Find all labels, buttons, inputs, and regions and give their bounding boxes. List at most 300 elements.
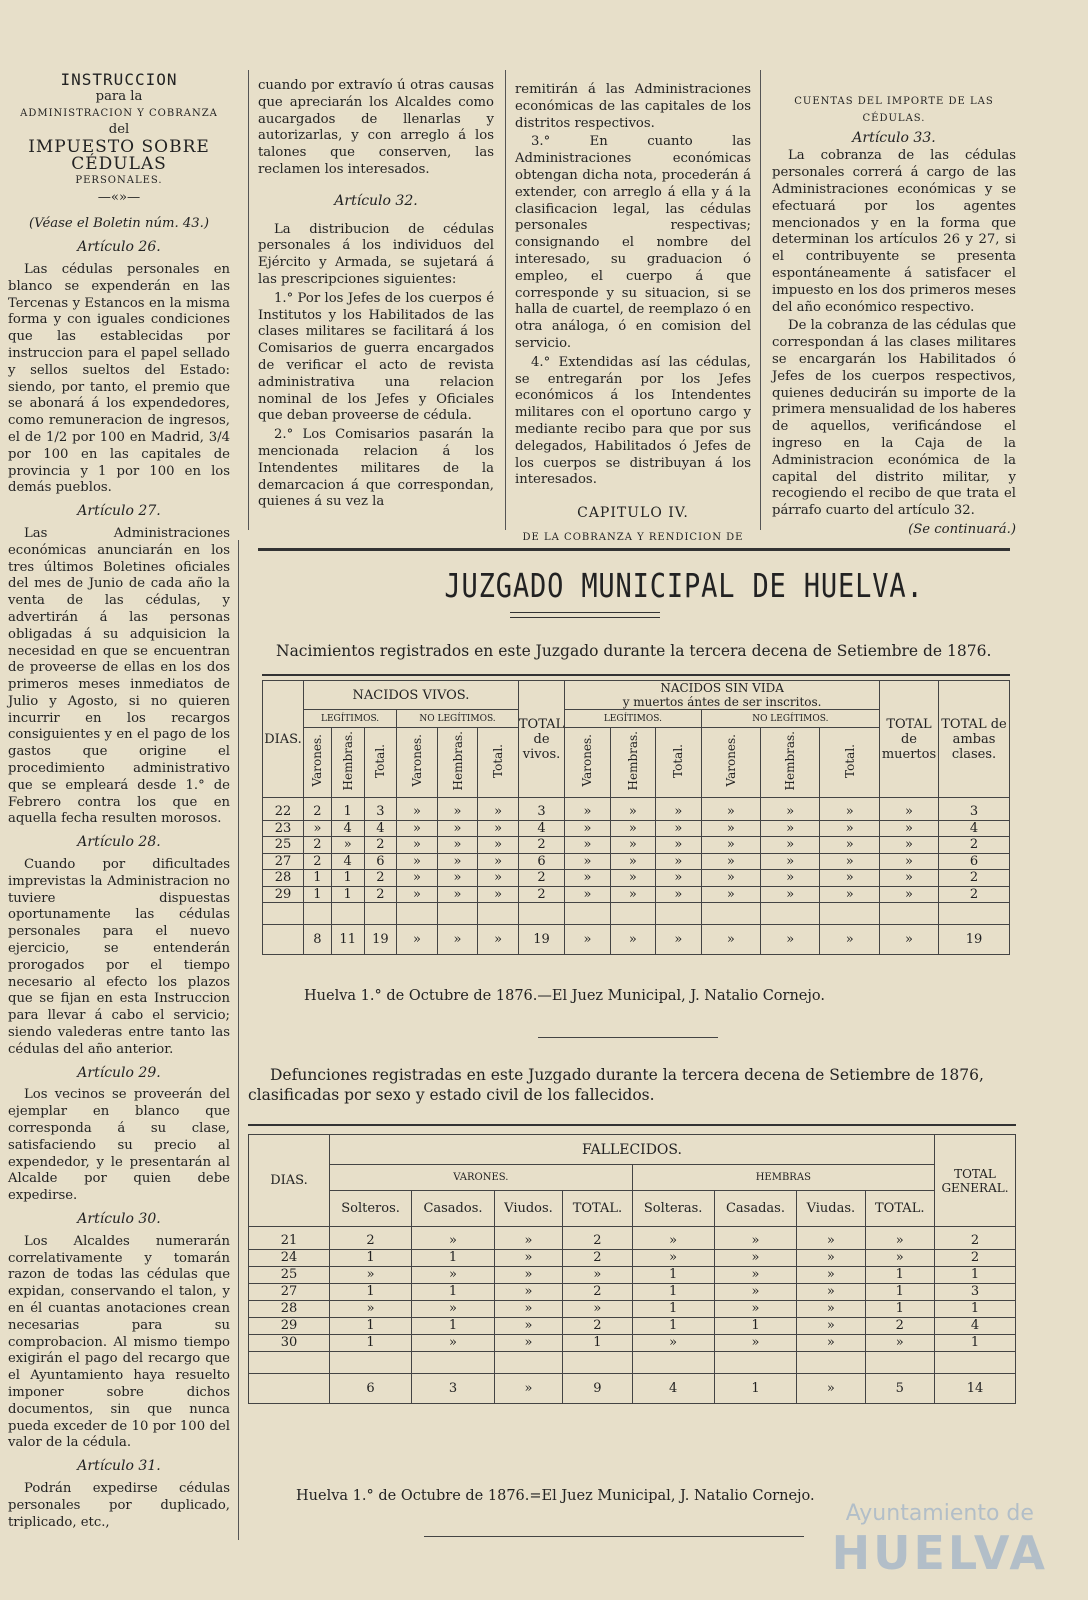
value-cell: » bbox=[563, 1300, 632, 1317]
value-cell: 1 bbox=[331, 886, 364, 903]
totals-row bbox=[249, 1373, 1016, 1403]
value-cell: 1 bbox=[935, 1266, 1016, 1283]
value-cell: » bbox=[330, 1300, 412, 1317]
day-cell: 27 bbox=[249, 1283, 330, 1300]
table-row bbox=[249, 1300, 1016, 1317]
value-cell: » bbox=[494, 1249, 562, 1266]
value-cell: » bbox=[656, 886, 701, 903]
spacer-cell bbox=[714, 1351, 797, 1373]
col-nacidos-vivos: NACIDOS VIVOS. bbox=[304, 681, 519, 710]
table-row bbox=[249, 1227, 1016, 1250]
value-cell: » bbox=[820, 853, 880, 870]
value-cell: » bbox=[610, 853, 655, 870]
value-cell: » bbox=[565, 886, 610, 903]
table-row bbox=[263, 820, 1010, 837]
value-cell: » bbox=[494, 1266, 562, 1283]
spacer-cell bbox=[518, 903, 564, 925]
value-cell: 1 bbox=[331, 870, 364, 887]
value-cell: 3 bbox=[518, 798, 564, 821]
value-cell: » bbox=[478, 886, 519, 903]
value-cell: » bbox=[610, 886, 655, 903]
article-text: 2.° Los Comisarios pasarán la mencionada relacion á los Intendentes militares de la demarcacion á que correspondan, quienes á su vez la bbox=[258, 427, 494, 510]
deaths-caption: Defunciones registradas en este Juzgado durante la tercera decena de Setiembre de 1876, bbox=[270, 1066, 984, 1084]
value-cell: » bbox=[865, 1249, 935, 1266]
solteras-label: Solteras. bbox=[632, 1191, 714, 1227]
column-rule bbox=[505, 70, 506, 530]
value-cell: » bbox=[714, 1283, 797, 1300]
value-cell: 1 bbox=[865, 1300, 935, 1317]
value-cell: » bbox=[610, 820, 655, 837]
total-label: Total. bbox=[842, 743, 857, 778]
total-cell: 3 bbox=[412, 1373, 495, 1403]
spacer-cell bbox=[331, 903, 364, 925]
value-cell: » bbox=[397, 853, 438, 870]
value-cell: » bbox=[437, 798, 478, 821]
spacer-cell bbox=[656, 903, 701, 925]
value-cell: » bbox=[701, 853, 760, 870]
value-cell: » bbox=[714, 1249, 797, 1266]
value-cell: 1 bbox=[865, 1266, 935, 1283]
day-cell: 25 bbox=[263, 837, 304, 854]
value-cell: » bbox=[761, 837, 820, 854]
deaths-caption-2: clasificadas por sexo y estado civil de los fallecidos. bbox=[248, 1086, 655, 1104]
article-text: cuando por extravío ú otras causas que apreciarán los Alcaldes como aucargados de llenarlas y autorizarlas, y con arreglo á los talones que conserven, las reclamen los interesados. bbox=[258, 78, 494, 177]
value-cell: » bbox=[714, 1227, 797, 1250]
value-cell: 1 bbox=[330, 1249, 412, 1266]
value-cell: 1 bbox=[632, 1283, 714, 1300]
article-text: Las Administraciones económicas anunciarán en los tres últimos Boletines oficiales del mes de Junio de cada año la venta de las cédulas, y advertirán á las personas obligadas á su adquisicion la necesidad en que se encuentran de proveerse de ellas en los dos primeros meses inmediatos de Julio y Agosto, si no quieren incurrir en los recargos consiguientes y en el pago de los gastos que origine el procedimiento administrativo que se empleará desde 1.° de Febrero contra los que en aquella fecha resulten morosos. bbox=[8, 525, 230, 827]
value-cell: » bbox=[714, 1300, 797, 1317]
value-cell: » bbox=[761, 820, 820, 837]
article-text: remitirán á las Administraciones económicas de las capitales de los distritos respectivos. bbox=[515, 82, 751, 131]
no-legitimos-label: NO LEGÍTIMOS. bbox=[701, 710, 879, 728]
value-cell: » bbox=[880, 870, 939, 887]
value-cell: 2 bbox=[563, 1317, 632, 1334]
value-cell: » bbox=[880, 798, 939, 821]
value-cell: » bbox=[656, 798, 701, 821]
section-rule bbox=[258, 548, 1010, 551]
total-cell: 5 bbox=[865, 1373, 935, 1403]
value-cell: » bbox=[761, 886, 820, 903]
total-cell: » bbox=[880, 925, 939, 955]
spacer-cell bbox=[939, 903, 1010, 925]
value-cell: » bbox=[880, 837, 939, 854]
total-label: Total. bbox=[491, 743, 506, 778]
value-cell: 1 bbox=[304, 870, 332, 887]
total-cell: » bbox=[701, 925, 760, 955]
value-cell: 2 bbox=[563, 1249, 632, 1266]
column-rule bbox=[238, 540, 239, 1540]
watermark bbox=[832, 1501, 1048, 1580]
value-cell: 1 bbox=[412, 1283, 495, 1300]
value-cell: 4 bbox=[518, 820, 564, 837]
value-cell: » bbox=[397, 886, 438, 903]
value-cell: 2 bbox=[939, 886, 1010, 903]
value-cell: 4 bbox=[364, 820, 397, 837]
col-total-ambas: TOTAL de ambas clases. bbox=[939, 681, 1010, 798]
value-cell: » bbox=[397, 820, 438, 837]
article-heading: Artículo 26. bbox=[77, 239, 161, 256]
separator bbox=[538, 1037, 718, 1038]
article-text: La distribucion de cédulas personales á los individuos del Ejército y Armada, se sujetará á las prescripciones siguientes: bbox=[258, 221, 494, 287]
value-cell: » bbox=[632, 1249, 714, 1266]
value-cell: 2 bbox=[939, 870, 1010, 887]
value-cell: » bbox=[865, 1334, 935, 1351]
total-cell: » bbox=[494, 1373, 562, 1403]
total-cell: » bbox=[656, 925, 701, 955]
heading-line: del bbox=[108, 122, 130, 138]
value-cell: 2 bbox=[304, 798, 332, 821]
value-cell: » bbox=[820, 798, 880, 821]
value-cell: 3 bbox=[364, 798, 397, 821]
value-cell: » bbox=[761, 870, 820, 887]
births-body bbox=[263, 798, 1010, 955]
spacer-cell bbox=[935, 1351, 1016, 1373]
day-cell: 23 bbox=[263, 820, 304, 837]
column-3 bbox=[515, 82, 751, 547]
value-cell: » bbox=[563, 1266, 632, 1283]
total-cell: 1 bbox=[714, 1373, 797, 1403]
watermark-line1: Ayuntamiento de bbox=[845, 1501, 1034, 1526]
value-cell: » bbox=[304, 820, 332, 837]
value-cell: 1 bbox=[632, 1266, 714, 1283]
value-cell: » bbox=[412, 1227, 495, 1250]
value-cell: » bbox=[820, 886, 880, 903]
value-cell: » bbox=[632, 1227, 714, 1250]
value-cell: » bbox=[397, 870, 438, 887]
value-cell: » bbox=[880, 820, 939, 837]
heading-line: PERSONALES. bbox=[75, 174, 163, 186]
hembras-group: HEMBRAS bbox=[632, 1165, 934, 1191]
spacer-cell bbox=[494, 1351, 562, 1373]
table-row bbox=[249, 1249, 1016, 1266]
separator bbox=[424, 1536, 804, 1537]
value-cell: » bbox=[714, 1266, 797, 1283]
varones-label: Varones. bbox=[580, 734, 595, 787]
day-cell: 28 bbox=[263, 870, 304, 887]
total-cell: » bbox=[565, 925, 610, 955]
births-caption: Nacimientos registrados en este Juzgado durante la tercera decena de Setiembre de 1876. bbox=[276, 642, 992, 660]
solteros-label: Solteros. bbox=[330, 1191, 412, 1227]
deaths-body bbox=[249, 1227, 1016, 1404]
chapter-subheading: DE LA COBRANZA Y RENDICION DE bbox=[522, 531, 744, 543]
col-dias: DIAS. bbox=[263, 681, 304, 798]
continuation-note: (Se continuará.) bbox=[908, 521, 1016, 537]
value-cell: 2 bbox=[939, 837, 1010, 854]
value-cell: » bbox=[797, 1300, 865, 1317]
value-cell: » bbox=[610, 798, 655, 821]
day-cell: 29 bbox=[263, 886, 304, 903]
value-cell: 6 bbox=[364, 853, 397, 870]
spacer-cell bbox=[304, 903, 332, 925]
value-cell: » bbox=[880, 886, 939, 903]
value-cell: 1 bbox=[412, 1317, 495, 1334]
value-cell: » bbox=[331, 837, 364, 854]
heading-line: ADMINISTRACION Y COBRANZA bbox=[20, 107, 218, 119]
value-cell: 1 bbox=[330, 1317, 412, 1334]
spacer-cell bbox=[437, 903, 478, 925]
total-cell: » bbox=[478, 925, 519, 955]
day-cell: 29 bbox=[249, 1317, 330, 1334]
value-cell: » bbox=[761, 853, 820, 870]
value-cell: 2 bbox=[935, 1227, 1016, 1250]
value-cell: 2 bbox=[364, 837, 397, 854]
deaths-footer: Huelva 1.° de Octubre de 1876.=El Juez Municipal, J. Natalio Cornejo. bbox=[296, 1488, 815, 1504]
article-text: Los vecinos se proveerán del ejemplar en blanco que corresponda á su clase, satisfaciendo su precio al expendedor, y le presentarán al Alcalde por quien debe expedirse. bbox=[8, 1087, 230, 1204]
spacer-row bbox=[249, 1351, 1016, 1373]
day-cell: 24 bbox=[249, 1249, 330, 1266]
value-cell: » bbox=[437, 837, 478, 854]
total-label: Total. bbox=[373, 743, 388, 778]
value-cell: 6 bbox=[518, 853, 564, 870]
total-cell: » bbox=[610, 925, 655, 955]
table-row bbox=[263, 798, 1010, 821]
value-cell: » bbox=[797, 1283, 865, 1300]
hembras-label: Hembras. bbox=[783, 730, 798, 791]
chapter-heading: CAPITULO IV. bbox=[577, 505, 689, 522]
total-cell: » bbox=[797, 1373, 865, 1403]
section-heading: CUENTAS DEL IMPORTE DE LAS CÉDULAS. bbox=[794, 96, 994, 124]
value-cell: 1 bbox=[330, 1334, 412, 1351]
value-cell: » bbox=[656, 837, 701, 854]
total-cell: 19 bbox=[364, 925, 397, 955]
spacer-cell bbox=[249, 1351, 330, 1373]
value-cell: » bbox=[565, 798, 610, 821]
value-cell: » bbox=[632, 1334, 714, 1351]
article-text: Podrán expedirse cédulas personales por duplicado, triplicado, etc., bbox=[8, 1480, 230, 1530]
value-cell: » bbox=[565, 837, 610, 854]
article-text: Las cédulas personales en blanco se expenderán en las Tercenas y Estancos en la misma forma y con iguales condiciones que las establecidas por instruccion para el papel sellado y sellos sueltos del Estado: siendo, por tanto, el premio que se abonará á los expendedores, como remuneracion de ingresos, el de 1/2 por 100 en Madrid, 3/4 por 100 en las capitales de provincia y 1 por 100 en los demás pueblos. bbox=[8, 261, 230, 496]
column-4 bbox=[772, 94, 1016, 539]
value-cell: » bbox=[437, 853, 478, 870]
column-rule bbox=[248, 70, 249, 530]
legitimos-label: LEGÍTIMOS. bbox=[304, 710, 397, 728]
value-cell: » bbox=[797, 1266, 865, 1283]
day-cell: 22 bbox=[263, 798, 304, 821]
no-legitimos-label: NO LEGÍTIMOS. bbox=[397, 710, 519, 728]
article-heading: Artículo 27. bbox=[77, 503, 161, 520]
value-cell: » bbox=[494, 1283, 562, 1300]
total-cell: 6 bbox=[330, 1373, 412, 1403]
value-cell: » bbox=[714, 1334, 797, 1351]
varones-group: VARONES. bbox=[330, 1165, 633, 1191]
casados-label: Casados. bbox=[412, 1191, 495, 1227]
hembras-label: Hembras. bbox=[625, 730, 640, 791]
spacer-cell bbox=[701, 903, 760, 925]
sin-vida-label: NACIDOS SIN VIDA bbox=[660, 681, 784, 695]
day-cell: 28 bbox=[249, 1300, 330, 1317]
value-cell: » bbox=[494, 1334, 562, 1351]
spacer-cell bbox=[565, 903, 610, 925]
col-total-general: TOTAL GENERAL. bbox=[935, 1135, 1016, 1227]
spacer-cell bbox=[880, 903, 939, 925]
value-cell: 2 bbox=[563, 1283, 632, 1300]
table-row bbox=[263, 886, 1010, 903]
total-cell: 8 bbox=[304, 925, 332, 955]
reference-note: (Véase el Boletin núm. 43.) bbox=[29, 216, 209, 232]
heading-line: para la bbox=[95, 88, 143, 104]
value-cell: » bbox=[437, 870, 478, 887]
value-cell: 2 bbox=[304, 853, 332, 870]
ornament-rule bbox=[510, 612, 660, 618]
hembras-label: Hembras. bbox=[450, 730, 465, 791]
table-row bbox=[263, 837, 1010, 854]
total-cell: 19 bbox=[518, 925, 564, 955]
article-text: La cobranza de las cédulas personales correrá á cargo de las Administraciones económicas y se efectuará por los agentes mencionados y en la forma que determinan los artículos 26 y 27, si el contribuyente se presenta espontáneamente á satisfacer el impuesto en los dos primeros meses del año económico respectivo. bbox=[772, 148, 1016, 315]
total-cell: » bbox=[820, 925, 880, 955]
value-cell: » bbox=[797, 1317, 865, 1334]
value-cell: 1 bbox=[412, 1249, 495, 1266]
spacer-cell bbox=[412, 1351, 495, 1373]
value-cell: » bbox=[797, 1249, 865, 1266]
table-rule bbox=[248, 1124, 1016, 1126]
total-label: TOTAL. bbox=[865, 1191, 935, 1227]
table-rule bbox=[262, 674, 1010, 676]
value-cell: » bbox=[494, 1300, 562, 1317]
value-cell: 1 bbox=[330, 1283, 412, 1300]
article-heading: Artículo 29. bbox=[77, 1064, 161, 1081]
value-cell: » bbox=[820, 820, 880, 837]
value-cell: 2 bbox=[935, 1249, 1016, 1266]
col-total-muertos: TOTAL de muertos bbox=[880, 681, 939, 798]
value-cell: 1 bbox=[714, 1317, 797, 1334]
value-cell: 1 bbox=[563, 1334, 632, 1351]
value-cell: » bbox=[761, 798, 820, 821]
column-2 bbox=[258, 78, 494, 513]
column-rule bbox=[760, 70, 761, 530]
value-cell: » bbox=[701, 820, 760, 837]
value-cell: » bbox=[478, 820, 519, 837]
value-cell: 4 bbox=[939, 820, 1010, 837]
article-text: Los Alcaldes numerarán correlativamente y tomarán razon de todas las cédulas que expidan, conservando el talon, y en él cuantas anotaciones crean necesarias para su comprobacion. Al mismo tiempo exigirán el pago del recargo que el Ayuntamiento haya resuelto imponer sobre dichos documentos, sin que nunca pueda exceder de 10 por 100 del valor de la cédula. bbox=[8, 1233, 230, 1451]
viudos-label: Viudos. bbox=[494, 1191, 562, 1227]
value-cell: » bbox=[820, 870, 880, 887]
article-text: De la cobranza de las cédulas que correspondan á las clases militares se encargarán los Habilitados ó Jefes de los cuerpos respectivos, quienes deducirán su importe de la primera mensualidad de los haberes de aquellos, verificándose el ingreso en la Caja de la Administracion económica de la capital del distrito militar, y recogiendo el recibo de que trata el párrafo cuarto del artículo 32. bbox=[772, 318, 1016, 519]
value-cell: » bbox=[397, 798, 438, 821]
total-cell: 9 bbox=[563, 1373, 632, 1403]
value-cell: » bbox=[701, 870, 760, 887]
varones-label: Varones. bbox=[723, 734, 738, 787]
instruccion-title: INSTRUCCION bbox=[60, 70, 178, 89]
total-cell bbox=[263, 925, 304, 955]
spacer-cell bbox=[865, 1351, 935, 1373]
table-row bbox=[249, 1266, 1016, 1283]
article-heading: Artículo 28. bbox=[77, 834, 161, 851]
ornament: —«»— bbox=[97, 189, 141, 205]
spacer-cell bbox=[632, 1351, 714, 1373]
value-cell: » bbox=[565, 820, 610, 837]
value-cell: » bbox=[656, 853, 701, 870]
table-row bbox=[249, 1317, 1016, 1334]
value-cell: » bbox=[412, 1300, 495, 1317]
total-cell: » bbox=[397, 925, 438, 955]
value-cell: 4 bbox=[331, 853, 364, 870]
day-cell: 25 bbox=[249, 1266, 330, 1283]
value-cell: » bbox=[478, 870, 519, 887]
value-cell: 4 bbox=[935, 1317, 1016, 1334]
viudas-label: Viudas. bbox=[797, 1191, 865, 1227]
value-cell: 2 bbox=[518, 886, 564, 903]
article-heading: Artículo 32. bbox=[334, 192, 418, 209]
value-cell: 1 bbox=[865, 1283, 935, 1300]
col-sin-vida bbox=[565, 681, 880, 710]
total-label: TOTAL. bbox=[563, 1191, 632, 1227]
deaths-table bbox=[248, 1134, 1016, 1404]
total-cell: 11 bbox=[331, 925, 364, 955]
value-cell: 2 bbox=[304, 837, 332, 854]
spacer-cell bbox=[330, 1351, 412, 1373]
value-cell: » bbox=[880, 853, 939, 870]
value-cell: » bbox=[656, 820, 701, 837]
heading-line: IMPUESTO SOBRE CÉDULAS bbox=[28, 137, 210, 174]
value-cell: » bbox=[330, 1266, 412, 1283]
spacer-cell bbox=[820, 903, 880, 925]
total-label: Total. bbox=[671, 743, 686, 778]
value-cell: » bbox=[701, 798, 760, 821]
day-cell: 27 bbox=[263, 853, 304, 870]
value-cell: » bbox=[412, 1266, 495, 1283]
value-cell: » bbox=[478, 798, 519, 821]
juzgado-title: JUZGADO MUNICIPAL DE HUELVA. bbox=[444, 566, 924, 605]
table-row bbox=[249, 1334, 1016, 1351]
day-cell: 21 bbox=[249, 1227, 330, 1250]
article-heading: Artículo 31. bbox=[77, 1458, 161, 1475]
value-cell: » bbox=[478, 853, 519, 870]
article-text: 3.° En cuanto las Administraciones económicas obtengan dicha nota, procederán á extender, con arreglo á ella y á la clasificacion legal, las cédulas personales respectivas; consignando el nombre del interesado, su graduacion ó empleo, el cuerpo á que corresponde y su situacion, si se halla de cuartel, de reemplazo ó en otra análoga, ó en comision del servicio. bbox=[515, 134, 751, 351]
value-cell: » bbox=[397, 837, 438, 854]
value-cell: » bbox=[865, 1227, 935, 1250]
value-cell: 1 bbox=[935, 1334, 1016, 1351]
casadas-label: Casadas. bbox=[714, 1191, 797, 1227]
spacer-cell bbox=[761, 903, 820, 925]
spacer-cell bbox=[797, 1351, 865, 1373]
table-row bbox=[249, 1283, 1016, 1300]
value-cell: 1 bbox=[935, 1300, 1016, 1317]
col-total-vivos: TOTAL de vivos. bbox=[518, 681, 564, 798]
value-cell: » bbox=[610, 837, 655, 854]
col-dias: DIAS. bbox=[249, 1135, 330, 1227]
article-text: 4.° Extendidas así las cédulas, se entregarán por los Jefes económicos á los Intendentes militares con el oportuno cargo y mediante recibo para que por sus delegados, Habilitados ó Jefes de los cuerpos se distribuyan á los interesados. bbox=[515, 354, 751, 488]
total-cell: » bbox=[437, 925, 478, 955]
value-cell: » bbox=[701, 886, 760, 903]
value-cell: » bbox=[610, 870, 655, 887]
births-table bbox=[262, 680, 1010, 955]
value-cell: 1 bbox=[304, 886, 332, 903]
value-cell: 1 bbox=[331, 798, 364, 821]
article-heading: Artículo 30. bbox=[77, 1211, 161, 1227]
value-cell: 2 bbox=[865, 1317, 935, 1334]
sin-vida-sublabel: y muertos ántes de ser inscritos. bbox=[622, 695, 822, 709]
article-text: Cuando por dificultades imprevistas la Administracion no tuviere dispuestas oportunamente las cédulas personales para el nuevo ejercicio, se entenderán prorogados por el tiempo necesario al efecto los plazos que se fijan en esta Instruccion para llevar á cabo el servicio; siendo valederas entre tanto las cédulas del año anterior. bbox=[8, 857, 230, 1057]
value-cell: 2 bbox=[364, 870, 397, 887]
value-cell: » bbox=[565, 870, 610, 887]
table-row bbox=[263, 853, 1010, 870]
value-cell: » bbox=[797, 1227, 865, 1250]
value-cell: 4 bbox=[331, 820, 364, 837]
article-text: 1.° Por los Jefes de los cuerpos é Institutos y los Habilitados de las clases militares se facilitará á los Comisarios de guerra encargados de verificar el acto de revista administrativa una relacion nominal de los Jefes y Oficiales que deban proveerse de cédula. bbox=[258, 290, 494, 424]
value-cell: » bbox=[494, 1227, 562, 1250]
value-cell: » bbox=[701, 837, 760, 854]
spacer-cell bbox=[397, 903, 438, 925]
total-cell: 19 bbox=[939, 925, 1010, 955]
value-cell: » bbox=[494, 1317, 562, 1334]
legitimos-label: LEGÍTIMOS. bbox=[565, 710, 701, 728]
value-cell: 3 bbox=[935, 1283, 1016, 1300]
table-row bbox=[263, 870, 1010, 887]
spacer-cell bbox=[263, 903, 304, 925]
births-footer: Huelva 1.° de Octubre de 1876.—El Juez Municipal, J. Natalio Cornejo. bbox=[304, 988, 825, 1004]
value-cell: 2 bbox=[518, 837, 564, 854]
